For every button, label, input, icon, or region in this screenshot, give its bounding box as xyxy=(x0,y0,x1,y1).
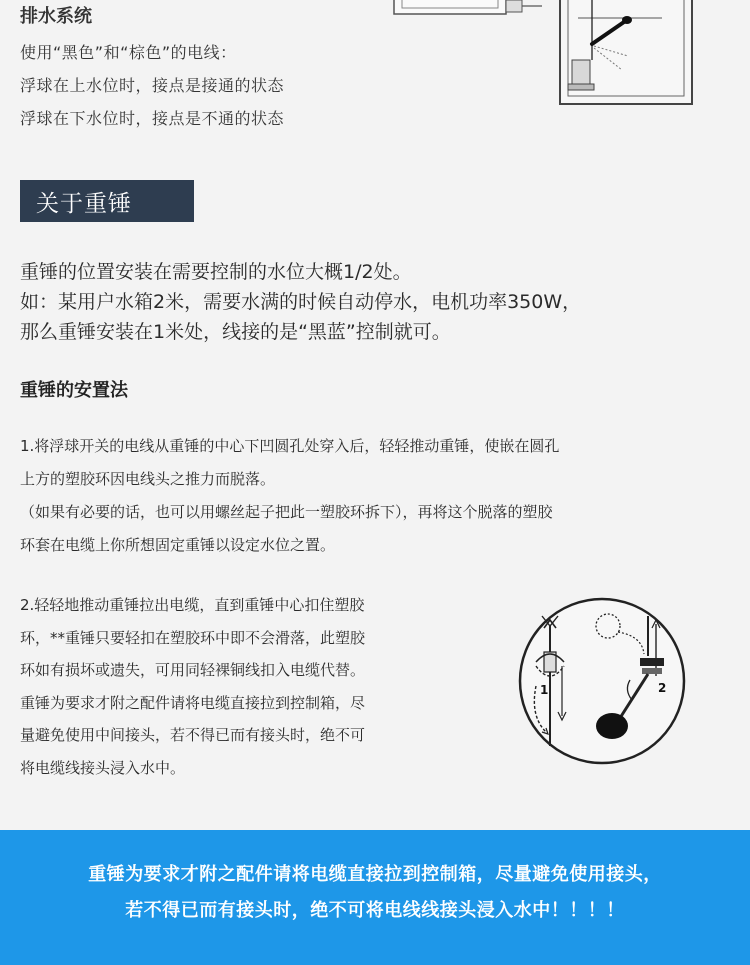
drainage-title: 排水系统 xyxy=(20,6,92,27)
diagram-label-2: 2 xyxy=(658,681,667,695)
step2-line: 量避免使用中间接头，若不得已而有接头时，绝不可 xyxy=(20,726,366,744)
intro-line: 如：某用户水箱2米，需要水满的时候自动停水，电机功率350W， xyxy=(20,291,582,313)
weight-intro xyxy=(20,257,730,347)
warning-banner xyxy=(0,830,750,965)
weight-install-diagram xyxy=(510,596,700,766)
step1-line: （如果有必要的话，也可以用螺丝起子把此一塑胶环拆下），再将这个脱落的塑胶 xyxy=(20,503,553,521)
step2-line: 重锤为要求才附之配件请将电缆直接拉到控制箱，尽 xyxy=(20,693,366,712)
intro-line: 那么重锤安装在1米处，线接的是“黑蓝”控制就可。 xyxy=(20,321,451,343)
drainage-line-upper: 浮球在上水位时，接点是接通的状态 xyxy=(20,76,285,95)
drainage-line-lower: 浮球在下水位时，接点是不通的状态 xyxy=(20,109,285,128)
step1-line: 1.将浮球开关的电线从重锤的中心下凹圆孔处穿入后，轻轻推动重锤，使嵌在圆孔 xyxy=(20,437,560,455)
step2-line: 将电缆线接头浸入水中。 xyxy=(20,758,186,777)
warning-line-1: 重锤为要求才附之配件请将电缆直接拉到控制箱，尽量避免使用接头， xyxy=(88,864,662,885)
step2-line: 环如有损坏或遗失，可用同轻裸铜线扣入电缆代替。 xyxy=(20,661,366,679)
step2-line: 环，**重锤只要轻扣在塑胶环中即不会滑落，此塑胶 xyxy=(20,628,366,647)
warning-line-2: 若不得已而有接头时，绝不可将电线线接头浸入水中！！！！ xyxy=(125,900,625,921)
diagram-label-1: 1 xyxy=(540,683,549,697)
install-step-1 xyxy=(20,430,735,562)
drainage-section xyxy=(0,0,750,140)
step1-line: 上方的塑胶环因电线头之推力而脱落。 xyxy=(20,470,276,488)
section-banner-weight: 关于重锤 xyxy=(20,180,194,222)
intro-line: 重锤的位置安装在需要控制的水位大概1/2处。 xyxy=(20,261,412,283)
drainage-line-wires: 使用“黑色”和“棕色”的电线： xyxy=(20,43,237,62)
step2-line: 2.轻轻地推动重锤拉出电缆，直到重锤中心扣住塑胶 xyxy=(20,596,365,614)
step1-line: 环套在电缆上你所想固定重锤以设定水位之置。 xyxy=(20,536,336,554)
tank-illustration xyxy=(392,0,702,112)
install-title: 重锤的安置法 xyxy=(20,380,128,401)
install-step-2 xyxy=(20,589,490,784)
